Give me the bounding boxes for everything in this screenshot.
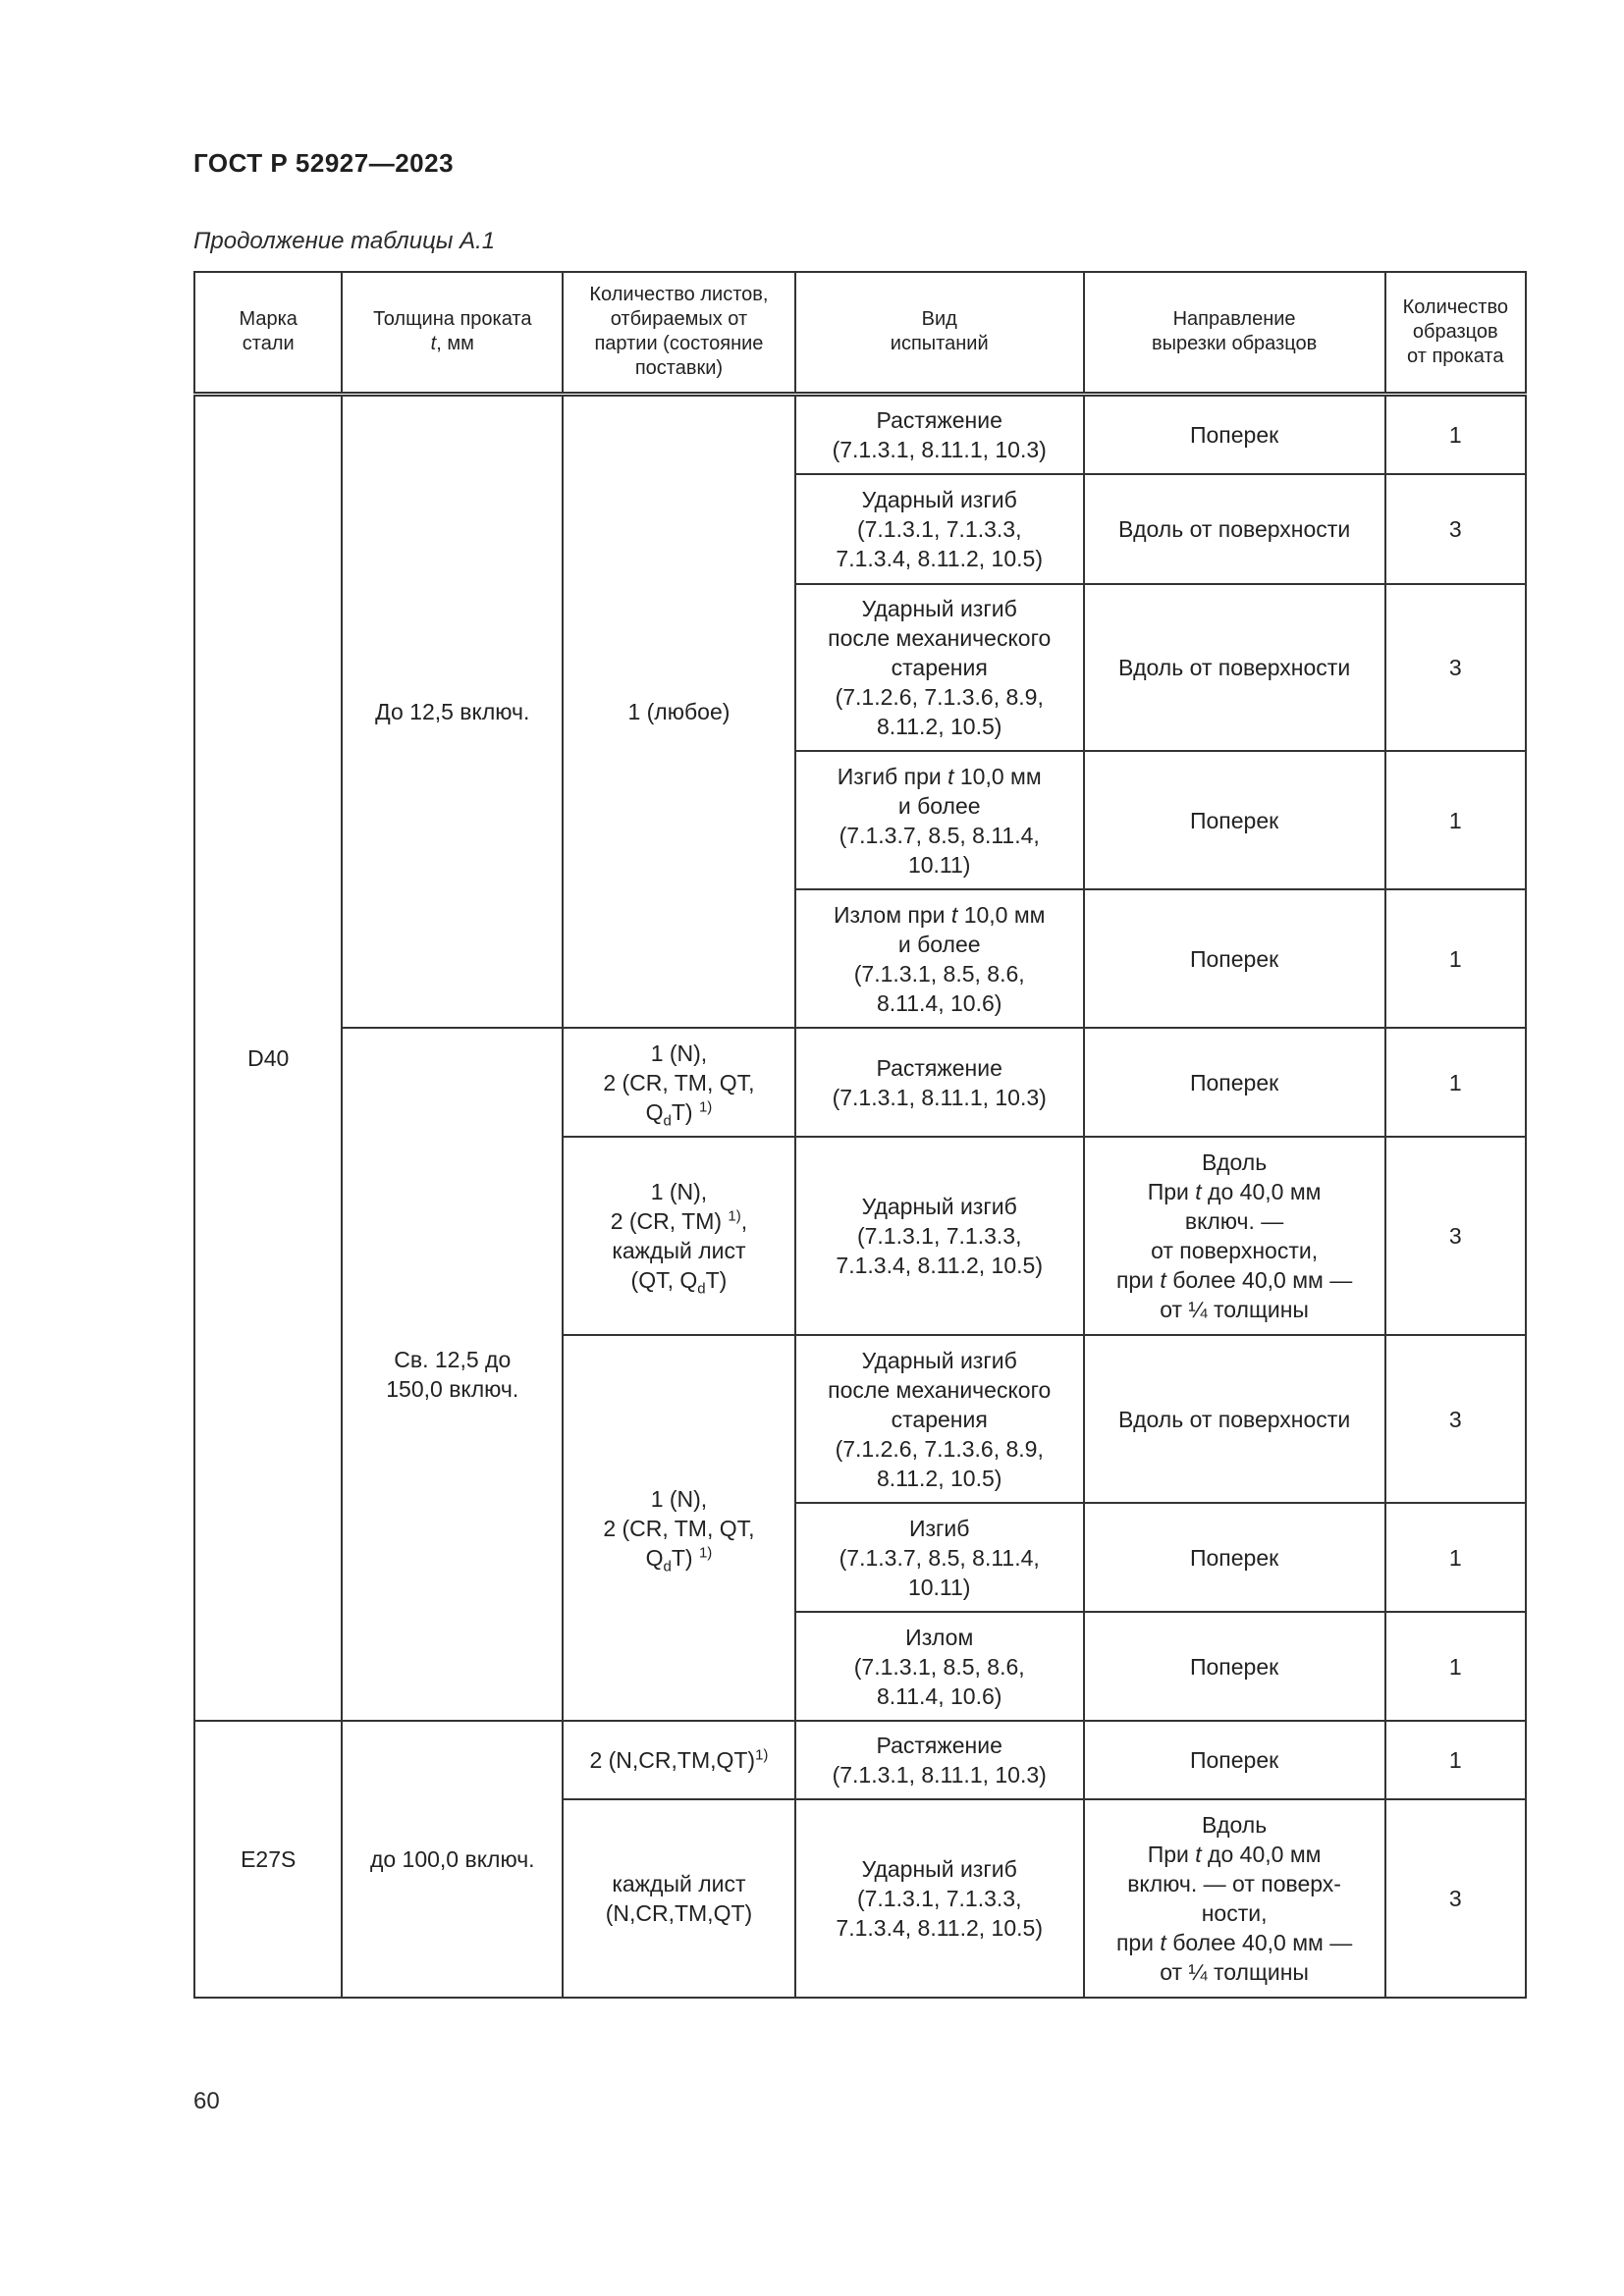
test-cell: Изгиб (7.1.3.7, 8.5, 8.11.4, 10.11)	[795, 1503, 1084, 1612]
test-cell: Ударный изгиб после механического старения (7.1.2.6, 7.1.3.6, 8.9, 8.11.2, 10.5)	[795, 584, 1084, 751]
grade-cell-e27s: E27S	[194, 1721, 342, 1998]
standard-header: ГОСТ Р 52927—2023	[193, 148, 455, 178]
count-cell: 1	[1385, 1612, 1526, 1721]
count-cell: 1	[1385, 1721, 1526, 1799]
grade-cell-d40: D40	[194, 394, 342, 1721]
test-cell: Излом (7.1.3.1, 8.5, 8.6, 8.11.4, 10.6)	[795, 1612, 1084, 1721]
direction-cell: Поперек	[1084, 1028, 1385, 1137]
header-sheets: Количество листов, отбираемых от партии (состояние поставки)	[563, 272, 795, 394]
test-cell: Растяжение (7.1.3.1, 8.11.1, 10.3)	[795, 394, 1084, 474]
direction-cell: Поперек	[1084, 1612, 1385, 1721]
test-cell: Ударный изгиб (7.1.3.1, 7.1.3.3, 7.1.3.4, 8.11.2, 10.5)	[795, 474, 1084, 584]
count-cell: 1	[1385, 1503, 1526, 1612]
count-cell: 1	[1385, 1028, 1526, 1137]
count-cell: 3	[1385, 1335, 1526, 1503]
table-row	[194, 1028, 1526, 1137]
count-cell: 1	[1385, 751, 1526, 889]
sheets-cell: 2 $(N,CR,TM,QT)^{1)}$	[563, 1721, 795, 1799]
count-cell: 3	[1385, 1137, 1526, 1335]
count-cell: 3	[1385, 474, 1526, 584]
test-cell: Ударный изгиб после механического старения (7.1.2.6, 7.1.3.6, 8.9, 8.11.2, 10.5)	[795, 1335, 1084, 1503]
count-cell: 1	[1385, 889, 1526, 1028]
direction-cell: Вдоль При t до 40,0 мм включ. — от поверхности, при t более 40,0 мм — от ¼ толщины	[1084, 1137, 1385, 1335]
header-direction: Направление вырезки образцов	[1084, 272, 1385, 394]
sheets-cell: 1 (N), 2 (CR, TM, QT, $Q_dT$) $^{1)}$	[563, 1335, 795, 1721]
test-cell: Ударный изгиб (7.1.3.1, 7.1.3.3, 7.1.3.4, 8.11.2, 10.5)	[795, 1137, 1084, 1335]
test-cell: Растяжение (7.1.3.1, 8.11.1, 10.3)	[795, 1028, 1084, 1137]
sheets-cell: 1 (N), 2 (CR, TM, QT, $Q_dT$) $^{1)}$	[563, 1028, 795, 1137]
direction-cell: Поперек	[1084, 889, 1385, 1028]
count-cell: 1	[1385, 394, 1526, 474]
header-grade: Марка стали	[194, 272, 342, 394]
table-row	[194, 1721, 1526, 1799]
direction-cell: Поперек	[1084, 1503, 1385, 1612]
header-thickness: Толщина проката t, мм	[342, 272, 563, 394]
table-caption: Продолжение таблицы А.1	[193, 228, 496, 254]
test-cell: Изгиб при t 10,0 мм и более (7.1.3.7, 8.5, 8.11.4, 10.11)	[795, 751, 1084, 889]
direction-cell: Поперек	[1084, 1721, 1385, 1799]
direction-cell: Вдоль от поверхности	[1084, 474, 1385, 584]
direction-cell: Поперек	[1084, 751, 1385, 889]
test-requirements-table	[193, 271, 1527, 1999]
thickness-cell: до 100,0 включ.	[342, 1721, 563, 1998]
header-test-type: Вид испытаний	[795, 272, 1084, 394]
test-cell: Ударный изгиб (7.1.3.1, 7.1.3.3, 7.1.3.4, 8.11.2, 10.5)	[795, 1799, 1084, 1998]
thickness-cell: Св. 12,5 до 150,0 включ.	[342, 1028, 563, 1721]
sheets-cell: 1 (любое)	[563, 394, 795, 1028]
direction-cell: Вдоль При t до 40,0 мм включ. — от поверх- ности, при t более 40,0 мм — от ¼ толщины	[1084, 1799, 1385, 1998]
thickness-cell: До 12,5 включ.	[342, 394, 563, 1028]
sheets-cell: каждый лист (N,CR,TM,QT)	[563, 1799, 795, 1998]
count-cell: 3	[1385, 1799, 1526, 1998]
direction-cell: Вдоль от поверхности	[1084, 584, 1385, 751]
table-header-row	[194, 272, 1526, 394]
sheets-cell: 1 (N), 2 (CR, TM) $^{1)}$, каждый лист (QT, $Q_dT$)	[563, 1137, 795, 1335]
test-cell: Излом при t 10,0 мм и более (7.1.3.1, 8.5, 8.6, 8.11.4, 10.6)	[795, 889, 1084, 1028]
page-number: 60	[193, 2088, 220, 2114]
direction-cell: Поперек	[1084, 394, 1385, 474]
count-cell: 3	[1385, 584, 1526, 751]
table-row	[194, 394, 1526, 474]
direction-cell: Вдоль от поверхности	[1084, 1335, 1385, 1503]
header-count: Количество образцов от проката	[1385, 272, 1526, 394]
test-cell: Растяжение (7.1.3.1, 8.11.1, 10.3)	[795, 1721, 1084, 1799]
